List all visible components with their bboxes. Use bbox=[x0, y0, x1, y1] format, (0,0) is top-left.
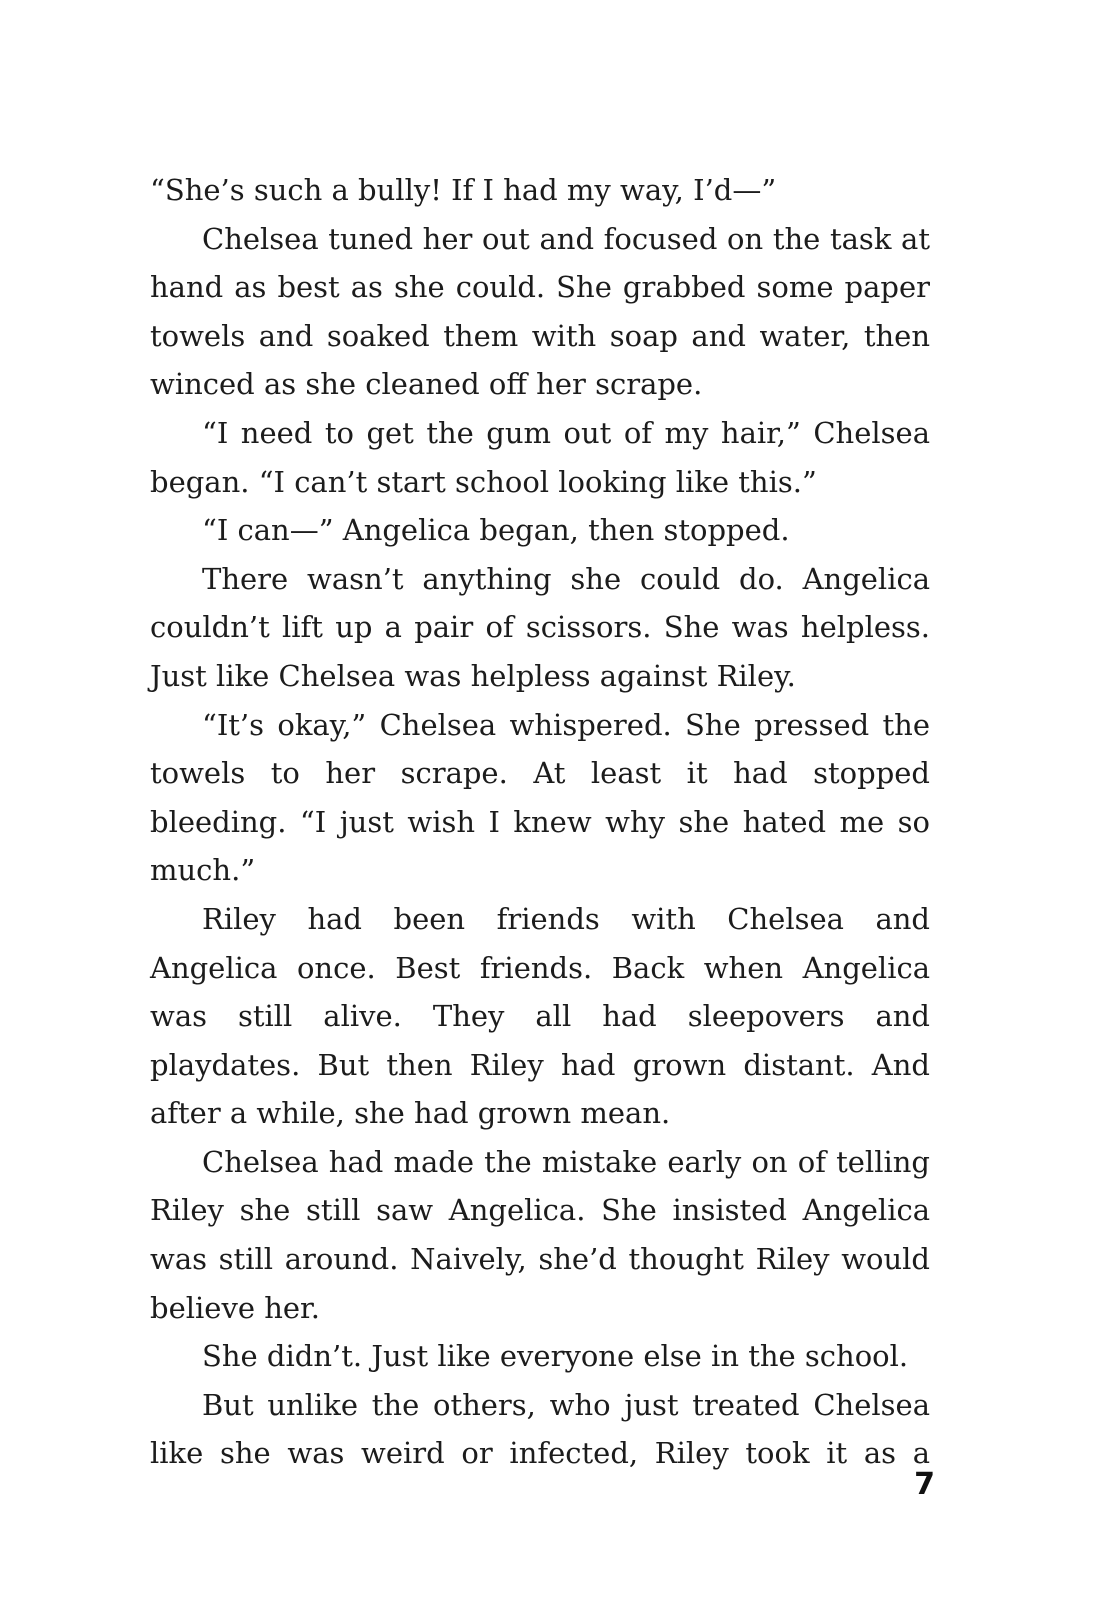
paragraph-9: She didn’t. Just like everyone else in the school. bbox=[202, 1339, 909, 1374]
paragraph-3: “I need to get the gum out of my hair,” Chelsea began. “I can’t start school looking like this.” bbox=[150, 415, 930, 499]
paragraph-4: “I can—” Angelica began, then stopped. bbox=[202, 513, 790, 548]
paragraph-2: Chelsea tuned her out and focused on the task at hand as best as she could. She grabbed some paper towels and soaked them with soap and water, then winced as she cleaned off her scrape. bbox=[150, 221, 930, 402]
paragraph-8: Chelsea had made the mistake early on of telling Riley she still saw Angelica. She insisted Angelica was still around. Naively, she’d thought Riley would believe her. bbox=[150, 1144, 930, 1325]
paragraph-10: But unlike the others, who just treated Chelsea like she was weird or infected, Riley took it as a bbox=[150, 1387, 930, 1471]
paragraph-7: Riley had been friends with Chelsea and Angelica once. Best friends. Back when Angelica was still alive. They all had sleepovers and playdates. But then Riley had grown distant. And after a while, she had grown mean. bbox=[150, 901, 930, 1131]
paragraph-1: “She’s such a bully! If I had my way, I’d—” bbox=[150, 173, 777, 207]
paragraph-6: “It’s okay,” Chelsea whispered. She pressed the towels to her scrape. At least it had stopped bleeding. “I just wish I knew why she hated me so much.” bbox=[150, 707, 930, 888]
paragraph-5: There wasn’t anything she could do. Angelica couldn’t lift up a pair of scissors. She was helpless. Just like Chelsea was helpless against Riley. bbox=[150, 561, 930, 693]
body-text bbox=[150, 166, 930, 1478]
page-number: 7 bbox=[914, 1467, 935, 1502]
